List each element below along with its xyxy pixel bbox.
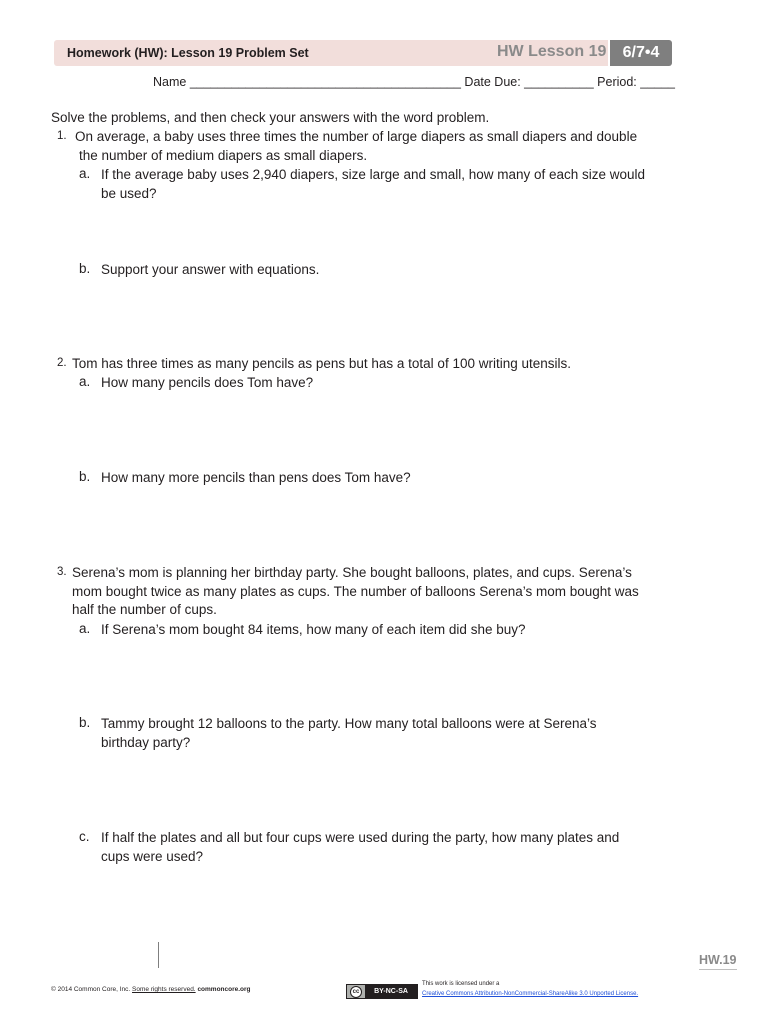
problem-1a-text-line-2: be used? [101, 186, 157, 201]
problem-2a-text: How many pencils does Tom have? [101, 375, 314, 390]
problem-2-text: Tom has three times as many pencils as pens but has a total of 100 writing utensils. [72, 356, 572, 371]
problem-3c-text-line-2: cups were used? [101, 849, 204, 864]
problem-3-text-line-2: mom bought twice as many plates as cups. The number of balloons Serena’s mom bought was [72, 584, 639, 599]
problem-3b-text-line-1: Tammy brought 12 balloons to the party. How many total balloons were at Serena’s [101, 716, 597, 731]
problem-3-text-line-3: half the number of cups. [72, 602, 217, 617]
copyright-line [51, 986, 251, 993]
cc-icon: cc [347, 985, 365, 998]
cc-license-badge[interactable] [346, 984, 418, 999]
rights-link[interactable]: Some rights reserved. [132, 986, 196, 993]
problem-3a-letter: a. [79, 621, 91, 636]
problem-3c-text-line-1: If half the plates and all but four cups were used during the party, how many plates and [101, 830, 620, 845]
problem-1a-text-line-1: If the average baby uses 2,940 diapers, size large and small, how many of each size would [101, 167, 646, 182]
problem-2-number: 2. [57, 357, 67, 369]
page-title: Homework (HW): Lesson 19 Problem Set [67, 46, 309, 60]
lesson-label: HW Lesson 19 [497, 43, 607, 60]
problem-2b-letter: b. [79, 469, 91, 484]
footer-divider [158, 942, 159, 968]
problem-3b-text-line-2: birthday party? [101, 735, 191, 750]
grade-badge: 6/7•4 [610, 40, 672, 66]
problem-1-number: 1. [57, 130, 67, 142]
problem-2b-text: How many more pencils than pens does Tom have? [101, 470, 411, 485]
problem-3-text-line-1: Serena’s mom is planning her birthday party. She bought balloons, plates, and cups. Serena’s [72, 565, 632, 580]
site-link[interactable]: commoncore.org [197, 986, 251, 993]
problem-1b-letter: b. [79, 261, 91, 276]
page-code: HW.19 [699, 953, 737, 967]
problem-1b-text: Support your answer with equations. [101, 262, 320, 277]
problem-1-text-line-2: the number of medium diapers as small diapers. [79, 148, 368, 163]
page-code-rule [699, 969, 737, 970]
copyright-text: © 2014 Common Core, Inc. [51, 986, 131, 993]
license-text: This work is licensed under a [422, 981, 500, 987]
cc-badge-label: BY-NC-SA [365, 985, 417, 998]
problem-2a-letter: a. [79, 374, 91, 389]
problem-3b-letter: b. [79, 715, 91, 730]
license-link[interactable]: Creative Commons Attribution-NonCommercial-ShareAlike 3.0 Unported License. [422, 991, 639, 997]
name-date-period-line: Name _______________________________________ Date Due: __________ Period: _____ [153, 75, 675, 89]
instructions: Solve the problems, and then check your answers with the word problem. [51, 110, 490, 125]
problem-3-number: 3. [57, 566, 67, 578]
problem-1-text-line-1: On average, a baby uses three times the number of large diapers as small diapers and double [75, 129, 638, 144]
problem-1a-letter: a. [79, 166, 91, 181]
problem-3c-letter: c. [79, 829, 90, 844]
problem-3a-text: If Serena’s mom bought 84 items, how many of each item did she buy? [101, 622, 526, 637]
